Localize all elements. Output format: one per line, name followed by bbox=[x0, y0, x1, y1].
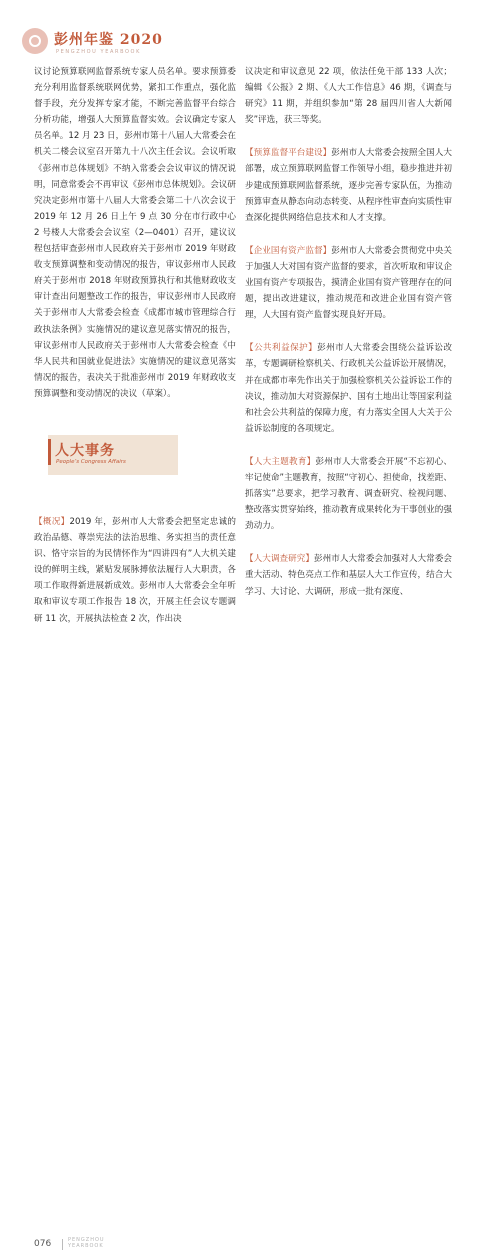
welfare-paragraph bbox=[245, 340, 452, 437]
footer-yearbook-name bbox=[68, 1237, 105, 1249]
research-paragraph bbox=[245, 551, 452, 599]
header-subtitle: PENGZHOU YEARBOOK bbox=[56, 49, 141, 55]
section-title: 人大事务 bbox=[55, 443, 115, 459]
asset-paragraph bbox=[245, 243, 452, 323]
asset-text: 彭州市人大常委会贯彻党中央关于加强人大对国有资产监督的要求，首次听取和审议企业国有资产专项报告，摸清企业国有资产管理存在的问题，提出改进建议，推动规范和改进企业国有资产管理，人大国有资产监督实现良好开局。 bbox=[245, 245, 452, 321]
theme-paragraph bbox=[245, 454, 452, 534]
asset-tag: 【企业国有资产监督】 bbox=[245, 245, 332, 256]
welfare-text: 彭州市人大常委会围绕公益诉讼改革，专题调研检察机关、行政机关公益诉讼开展情况，并在成都市率先作出关于加强检察机关公益诉讼工作的决议，推动加大对资源保护、国有土地出让等国家利益和社会公共利益的保障力度，有力落实全国人大关于公益诉讼制度的各项规定。 bbox=[245, 343, 452, 434]
page-header bbox=[0, 0, 480, 62]
left-column bbox=[34, 64, 236, 627]
right-column bbox=[245, 64, 452, 600]
research-text: 彭州市人大常委会加强对人大常委会重大活动、特色亮点工作和基层人大工作宣传，结合大学习、大讨论、大调研，形成一批有深度、 bbox=[245, 554, 452, 597]
budget-paragraph bbox=[245, 145, 452, 225]
overview-paragraph bbox=[34, 514, 236, 627]
footer-name-line-2: YEARBOOK bbox=[68, 1243, 104, 1249]
welfare-tag: 【公共利益保护】 bbox=[245, 343, 318, 354]
footer-name-line-1: PENGZHOU bbox=[68, 1237, 105, 1243]
research-tag: 【人大调查研究】 bbox=[245, 554, 315, 565]
theme-text: 彭州市人大常委会开展“不忘初心、牢记使命”主题教育，按照“守初心、担使命，找差距、抓落实”总要求，把学习教育、调查研究、检视问题、整改落实贯穿始终，推动教育成果转化为干事创业的强劲动力。 bbox=[245, 456, 452, 532]
overview-tag: 【概况】 bbox=[34, 516, 70, 527]
overview-text: 2019 年，彭州市人大常委会把坚定忠诚的政治品德、尊崇宪法的法治思维、务实担当的责任意识、恪守宗旨的为民情怀作为“四讲四有”人大机关建设的鲜明主线，紧贴发展脉搏依法履行人大职责，各项工作取得新进展新成效。彭州市人大常委会全年听取和审议专项工作报告 18 次，开展主任会议专题调研 11 次，开展执法检查 2 次，作出决 bbox=[34, 516, 236, 624]
section-subtitle: People’s Congress Affairs bbox=[56, 459, 126, 465]
budget-text: 彭州市人大常委会按照全国人大部署，成立预算联网监督工作领导小组，稳步推进并初步建成预算联网监督系统，逐步完善专家队伍，为推动预算审查从静态向动态转变、从程序性审查向实质性审查深化提供网络信息技术和人才支撑。 bbox=[245, 148, 452, 223]
right-paragraph-1: 议决定和审议意见 22 项，依法任免干部 133 人次；编辑《公报》2 期、《人大工作信息》46 期，《调查与研究》11 期，并组织参加“第 28 届四川省人大新闻奖”评选，获三等奖。 bbox=[245, 67, 452, 126]
page-footer bbox=[0, 612, 480, 1249]
yearbook-logo-icon bbox=[22, 28, 48, 54]
header-title: 彭州年鉴 2020 bbox=[54, 32, 163, 48]
theme-tag: 【人大主题教育】 bbox=[245, 456, 316, 467]
budget-tag: 【预算监督平台建设】 bbox=[245, 148, 332, 159]
footer-divider bbox=[62, 1239, 63, 1250]
section-accent-bar bbox=[48, 439, 51, 465]
left-paragraph-1: 议讨论预算联网监督系统专家人员名单。要求预算委充分利用监督系统联网优势，紧扣工作重点，强化监督手段，充分发挥专家才能，不断完善监督平台综合分析功能，增强人大预算监督实效。会议确定专家人员名单。12 月 23 日，彭州市第十八届人大常委会在机关二楼会议室召开第九十八次主任会议。会议听取《彭州市总体规划》不纳入常委会会议审议的情况说明，同意常委会不再审议《彭州市总体规划》。会议研究决定彭州市第十八届人大常委会第二十八次会议于 2019 年 12 月 26 日上午 9 点 30 分在市行政中心 2 号楼人大常委会会议室（2—0401）召开，建议议程包括审查彭州市人民政府关于彭州市 2019 年财政收支预算调整和变动情况的报告，审议彭州市人民政府关于彭州市 2018 年财政预算执行和其他财政收支审计查出问题整改工作的报告，审议彭州市人民政府关于彭州市人大常委会检查《成都市城市管理综合行政执法条例》实施情况的建议意见落实情况的报告，审议彭州市人民政府关于彭州市人大常委会检查《中华人民共和国就业促进法》实施情况的建议意见落实情况的报告，表决关于批准彭州市 2019 年财政收支预算调整和变动情况的决议（草案）。 bbox=[34, 67, 236, 399]
page-number: 076 bbox=[34, 1239, 52, 1249]
